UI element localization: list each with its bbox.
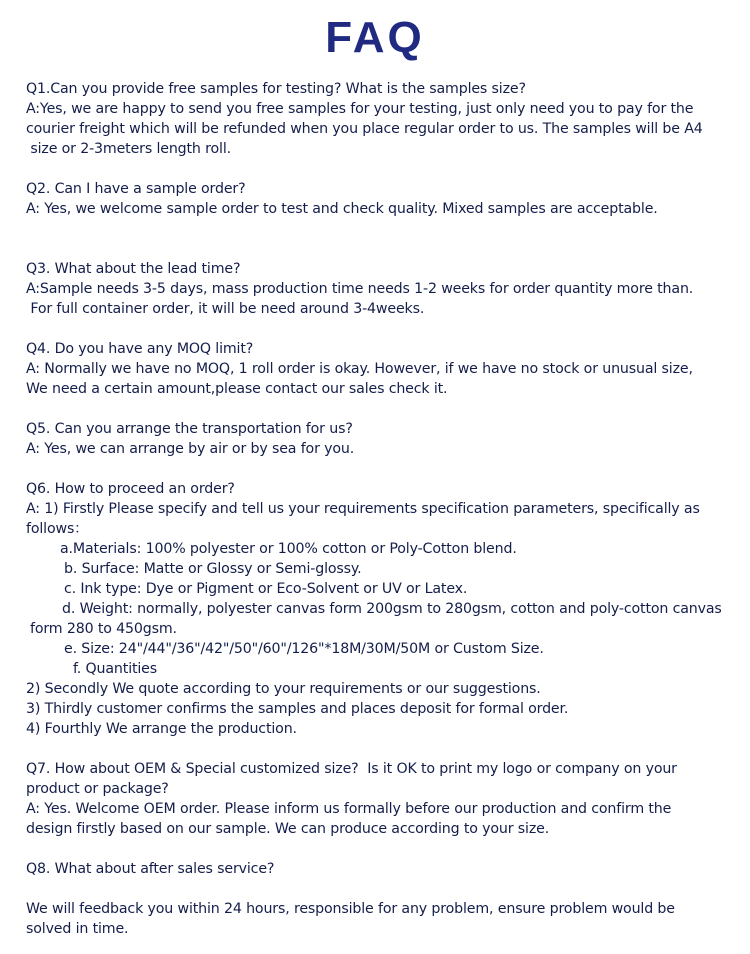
q6-step: 4) Fourthly We arrange the production. — [26, 721, 297, 737]
q4-answer-line: We need a certain amount,please contact our sales check it. — [26, 381, 448, 397]
q5-answer-line: A: Yes, we can arrange by air or by sea for you. — [26, 441, 355, 457]
q6-question: Q6. How to proceed an order? — [26, 481, 235, 497]
q6-step: 3) Thirdly customer confirms the samples and places deposit for formal order. — [26, 701, 569, 717]
q6-spec-size: e. Size: 24"/44"/36"/42"/50"/60"/126"*18M/30M/50M or Custom Size. — [64, 641, 544, 657]
q8-answer-line: solved in time. — [26, 921, 129, 937]
q6-spec-surface: b. Surface: Matte or Glossy or Semi-glossy. — [64, 561, 362, 577]
q1-answer-line: A:Yes, we are happy to send you free samples for your testing, just only need you to pay for the — [26, 101, 694, 117]
q6-spec-weight-cont: form 280 to 450gsm. — [30, 621, 177, 637]
q8-question: Q8. What about after sales service? — [26, 861, 275, 877]
q4-question: Q4. Do you have any MOQ limit? — [26, 341, 254, 357]
q1-answer-line: courier freight which will be refunded when you place regular order to us. The samples will be A4 — [26, 121, 703, 137]
q6-spec-quantities: f. Quantities — [73, 661, 158, 677]
q3-answer-line: A:Sample needs 3-5 days, mass production time needs 1-2 weeks for order quantity more than. — [26, 281, 694, 297]
q7-answer-line: design firstly based on our sample. We can produce according to your size. — [26, 821, 550, 837]
q6-spec-ink-type: c. Ink type: Dye or Pigment or Eco-Solvent or UV or Latex. — [64, 581, 468, 597]
q8-answer-line: We will feedback you within 24 hours, responsible for any problem, ensure problem would be — [26, 901, 675, 917]
q6-answer-intro: follows： — [26, 521, 89, 537]
q7-question: product or package? — [26, 781, 169, 797]
q7-answer-line: A: Yes. Welcome OEM order. Please inform us formally before our production and confirm the — [26, 801, 672, 817]
q6-spec-weight: d. Weight: normally, polyester canvas form 200gsm to 280gsm, cotton and poly-cotton canvas — [62, 601, 722, 617]
q3-answer-line: For full container order, it will be need around 3-4weeks. — [26, 301, 425, 317]
q4-answer-line: A: Normally we have no MOQ, 1 roll order is okay. However, if we have no stock or unusual size, — [26, 361, 693, 377]
q7-question: Q7. How about OEM & Special customized size? Is it OK to print my logo or company on your — [26, 761, 677, 777]
q6-spec-materials: a.Materials: 100% polyester or 100% cotton or Poly-Cotton blend. — [60, 541, 517, 557]
page-title: FAQ — [325, 13, 425, 62]
q6-answer-intro: A: 1) Firstly Please specify and tell us your requirements specification parameters, specifically as — [26, 501, 700, 517]
q1-question: Q1.Can you provide free samples for testing? What is the samples size? — [26, 81, 526, 97]
q2-answer-line: A: Yes, we welcome sample order to test and check quality. Mixed samples are acceptable. — [26, 201, 658, 217]
q6-step: 2) Secondly We quote according to your requirements or our suggestions. — [26, 681, 541, 697]
q5-question: Q5. Can you arrange the transportation for us? — [26, 421, 353, 437]
q2-question: Q2. Can I have a sample order? — [26, 181, 246, 197]
q3-question: Q3. What about the lead time? — [26, 261, 241, 277]
q1-answer-line: size or 2-3meters length roll. — [26, 141, 231, 157]
